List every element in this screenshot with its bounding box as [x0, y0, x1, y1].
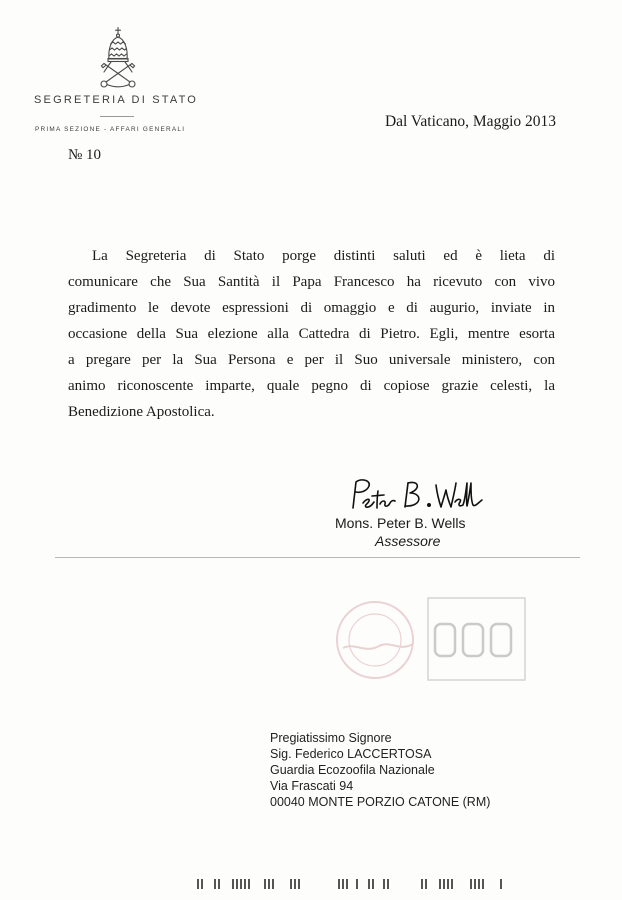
barcode-bar	[447, 879, 449, 889]
barcode-bar	[372, 879, 374, 889]
body-line: La Segreteria di Stato porge distinti saluti ed è lieta di	[92, 248, 555, 264]
papal-emblem-icon	[90, 26, 146, 88]
barcode-bar	[387, 879, 389, 889]
date-line: Dal Vaticano, Maggio 2013	[384, 113, 556, 130]
body-line: comunicare che Sua Santità il Papa Francesco ha ricevuto con vivo	[68, 274, 555, 290]
address-street: Via Frascati 94	[270, 779, 354, 793]
faded-postmark	[335, 592, 530, 688]
postal-barcode	[190, 879, 510, 891]
letter-body	[68, 243, 555, 425]
barcode-bar	[232, 879, 234, 889]
fold-line	[55, 557, 580, 558]
barcode-bar	[272, 879, 274, 889]
letterhead-rule	[100, 116, 134, 117]
address-salutation: Pregiatissimo Signore	[270, 731, 392, 745]
recipient-address	[270, 730, 490, 810]
barcode-bar	[214, 879, 216, 889]
barcode-bar	[474, 879, 476, 889]
body-line: a pregare per la Sua Persona e per il Suo universale ministero, con	[68, 352, 555, 368]
barcode-bar	[268, 879, 270, 889]
barcode-bar	[294, 879, 296, 889]
postmark-inner-circle	[349, 614, 401, 666]
barcode-bar	[264, 879, 266, 889]
address-organization: Guardia Ecozoofila Nazionale	[270, 763, 435, 777]
barcode-bar	[368, 879, 370, 889]
barcode-bar	[240, 879, 242, 889]
barcode-bar	[346, 879, 348, 889]
signatory-name: Mons. Peter B. Wells	[335, 515, 466, 531]
barcode-bar	[338, 879, 340, 889]
barcode-bar	[451, 879, 453, 889]
address-recipient: Sig. Federico LACCERTOSA	[270, 747, 432, 761]
meter-digit-block	[435, 624, 455, 656]
body-line: animo riconoscente imparte, quale pegno di copiose grazie celesti, la	[68, 378, 555, 394]
barcode-bar	[197, 879, 199, 889]
address-city: 00040 MONTE PORZIO CATONE (RM)	[270, 795, 491, 809]
protocol-number: № 10	[68, 147, 102, 163]
barcode-bar	[236, 879, 238, 889]
barcode-bar	[298, 879, 300, 889]
barcode-bar	[500, 879, 502, 889]
barcode-bar	[383, 879, 385, 889]
section-name: PRIMA SEZIONE - AFFARI GENERALI	[35, 126, 186, 133]
barcode-bar	[482, 879, 484, 889]
barcode-bar	[201, 879, 203, 889]
barcode-bar	[425, 879, 427, 889]
barcode-bar	[443, 879, 445, 889]
barcode-bar	[218, 879, 220, 889]
meter-digit-block	[491, 624, 511, 656]
office-name: SEGRETERIA DI STATO	[34, 94, 199, 106]
meter-digit-block	[463, 624, 483, 656]
body-line: gradimento le devote espressioni di omaggio e di augurio, inviate in	[68, 300, 555, 316]
barcode-bar	[244, 879, 246, 889]
body-line: Benedizione Apostolica.	[68, 404, 215, 420]
barcode-bar	[342, 879, 344, 889]
body-line: occasione della Sua elezione alla Cattedra di Pietro. Egli, mentre esorta	[68, 326, 555, 342]
barcode-bar	[248, 879, 250, 889]
barcode-bar	[439, 879, 441, 889]
barcode-bar	[290, 879, 292, 889]
handwritten-signature	[343, 470, 488, 512]
barcode-bar	[356, 879, 358, 889]
barcode-bar	[478, 879, 480, 889]
barcode-bar	[421, 879, 423, 889]
signatory-title: Assessore	[375, 533, 441, 549]
barcode-bar	[470, 879, 472, 889]
postmark-wave	[343, 644, 413, 649]
